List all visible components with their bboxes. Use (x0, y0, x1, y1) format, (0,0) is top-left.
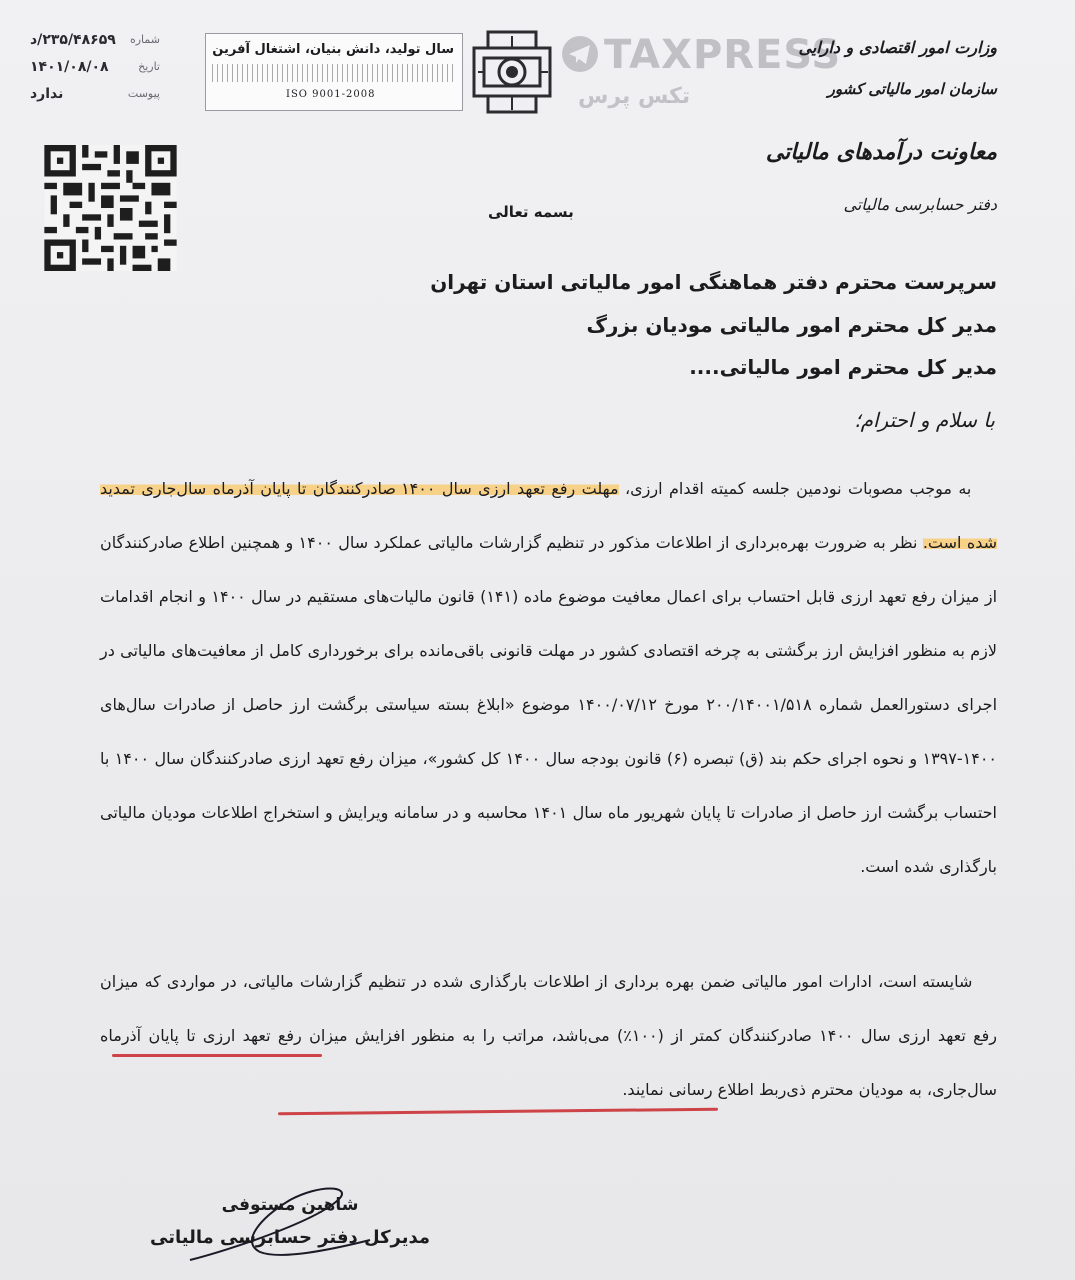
addressee-1: سرپرست محترم دفتر هماهنگی امور مالیاتی استان تهران (430, 270, 997, 294)
meta-date-row (30, 53, 160, 80)
paragraph-2-text: شایسته است، ادارات امور مالیاتی ضمن بهره برداری از اطلاعات بارگذاری شده در تنظیم گزارشات مالیاتی، در مواردی که میزان رفع تعهد ارزی سال ۱۴۰۰ صادرکنندگان کمتر از (۱۰۰٪) می‌باشد، مراتب را به منظور افزایش میزان رفع تعهد ارزی تا پایان آذرماه سال‌جاری، به مودیان محترم ذی‌ربط اطلاع رسانی نمایند. (100, 972, 997, 1099)
meta-date-label: تاریخ (138, 60, 160, 73)
meta-attachment-row (30, 80, 160, 107)
ministry-emblem-icon (470, 28, 554, 116)
office-name: دفتر حسابرسی مالیاتی (843, 195, 997, 214)
telegram-icon (560, 34, 600, 74)
meta-number-label: شماره (129, 33, 160, 46)
paragraph-2 (100, 955, 997, 1117)
paragraph-1-highlight: مهلت رفع تعهد ارزی سال ۱۴۰۰ صادرکنندگان تا پایان آذرماه سال‌جاری تمدید شده است. (100, 479, 998, 552)
addressee-2: مدیر کل محترم امور مالیاتی مودیان بزرگ (586, 313, 997, 337)
signatory-name: شاهین مستوفی (221, 1195, 359, 1215)
slogan-banner (205, 33, 463, 111)
letter-attachment: ندارد (30, 85, 64, 102)
department-name: معاونت درآمدهای مالیاتی (765, 140, 997, 165)
addressee-3: مدیر کل محترم امور مالیاتی.... (689, 355, 997, 379)
invocation: بسمه تعالی (488, 203, 574, 221)
banner-hatch (212, 64, 456, 82)
signatory-title: مدیرکل دفتر حسابرسی مالیاتی (150, 1227, 431, 1248)
letter-meta (30, 26, 160, 107)
paragraph-1-pre: به موجب مصوبات نودمین جلسه کمیته اقدام ارزی، (618, 479, 972, 498)
organization-name: سازمان امور مالیاتی کشور (827, 80, 997, 98)
slogan-text: سال تولید، دانش بنیان، اشتغال آفرین (212, 42, 454, 57)
meta-number-row (30, 26, 160, 53)
red-underline-1 (112, 1054, 322, 1057)
ministry-name: وزارت امور اقتصادی و دارایی (798, 38, 997, 57)
letter-number: ۲۳۵/۴۸۶۵۹/د (30, 31, 116, 48)
paragraph-1-post: نظر به ضرورت بهره‌برداری از اطلاعات مذکور در تنظیم گزارشات مالیاتی عملکرد سال ۱۴۰۰ و همچنین اطلاع صادرکنندگان از میزان رفع تعهد ارزی قابل احتساب برای اعمال معافیت موضوع ماده (۱۴۱) قانون مالیات‌های مستقیم در سال ۱۴۰۰ و انجام اقدامات لازم به منظور افزایش ارز برگشتی به چرخه اقتصادی کشور در مهلت قانونی باقی‌مانده برای برخورداری کامل از معافیت‌های مالیاتی در اجرای دستورالعمل شماره ۲۰۰/۱۴۰۰۱/۵۱۸ مورخ ۱۴۰۰/۰۷/۱۲ موضوع «ابلاغ بسته سیاستی برگشت ارز حاصل از صادرات سال‌های ۱۴۰۰-۱۳۹۷ و نحوه اجرای حکم بند (ق) تبصره (۶) قانون بودجه سال ۱۴۰۰ کل کشور»، میزان رفع تعهد ارزی صادرکنندگان سال ۱۴۰۰ با احتساب برگشت ارز حاصل از صادرات تا پایان شهریور ماه سال ۱۴۰۱ محاسبه و در سامانه ویرایش و استخراج اطلاعات مودیان مالیاتی بارگذاری شده است. (100, 533, 998, 876)
watermark-text: TAXPRESS (604, 32, 842, 78)
signature-block (150, 1195, 430, 1248)
letter-date: ۱۴۰۱/۰۸/۰۸ (30, 58, 109, 75)
qr-code-icon (44, 145, 177, 271)
greeting: با سلام و احترام؛ (854, 408, 995, 432)
meta-attachment-label: پیوست (127, 87, 160, 100)
iso-mark: ISO 9001-2008 (286, 89, 376, 100)
paragraph-1 (100, 462, 997, 894)
watermark-subtext: تکس پرس (578, 84, 691, 109)
